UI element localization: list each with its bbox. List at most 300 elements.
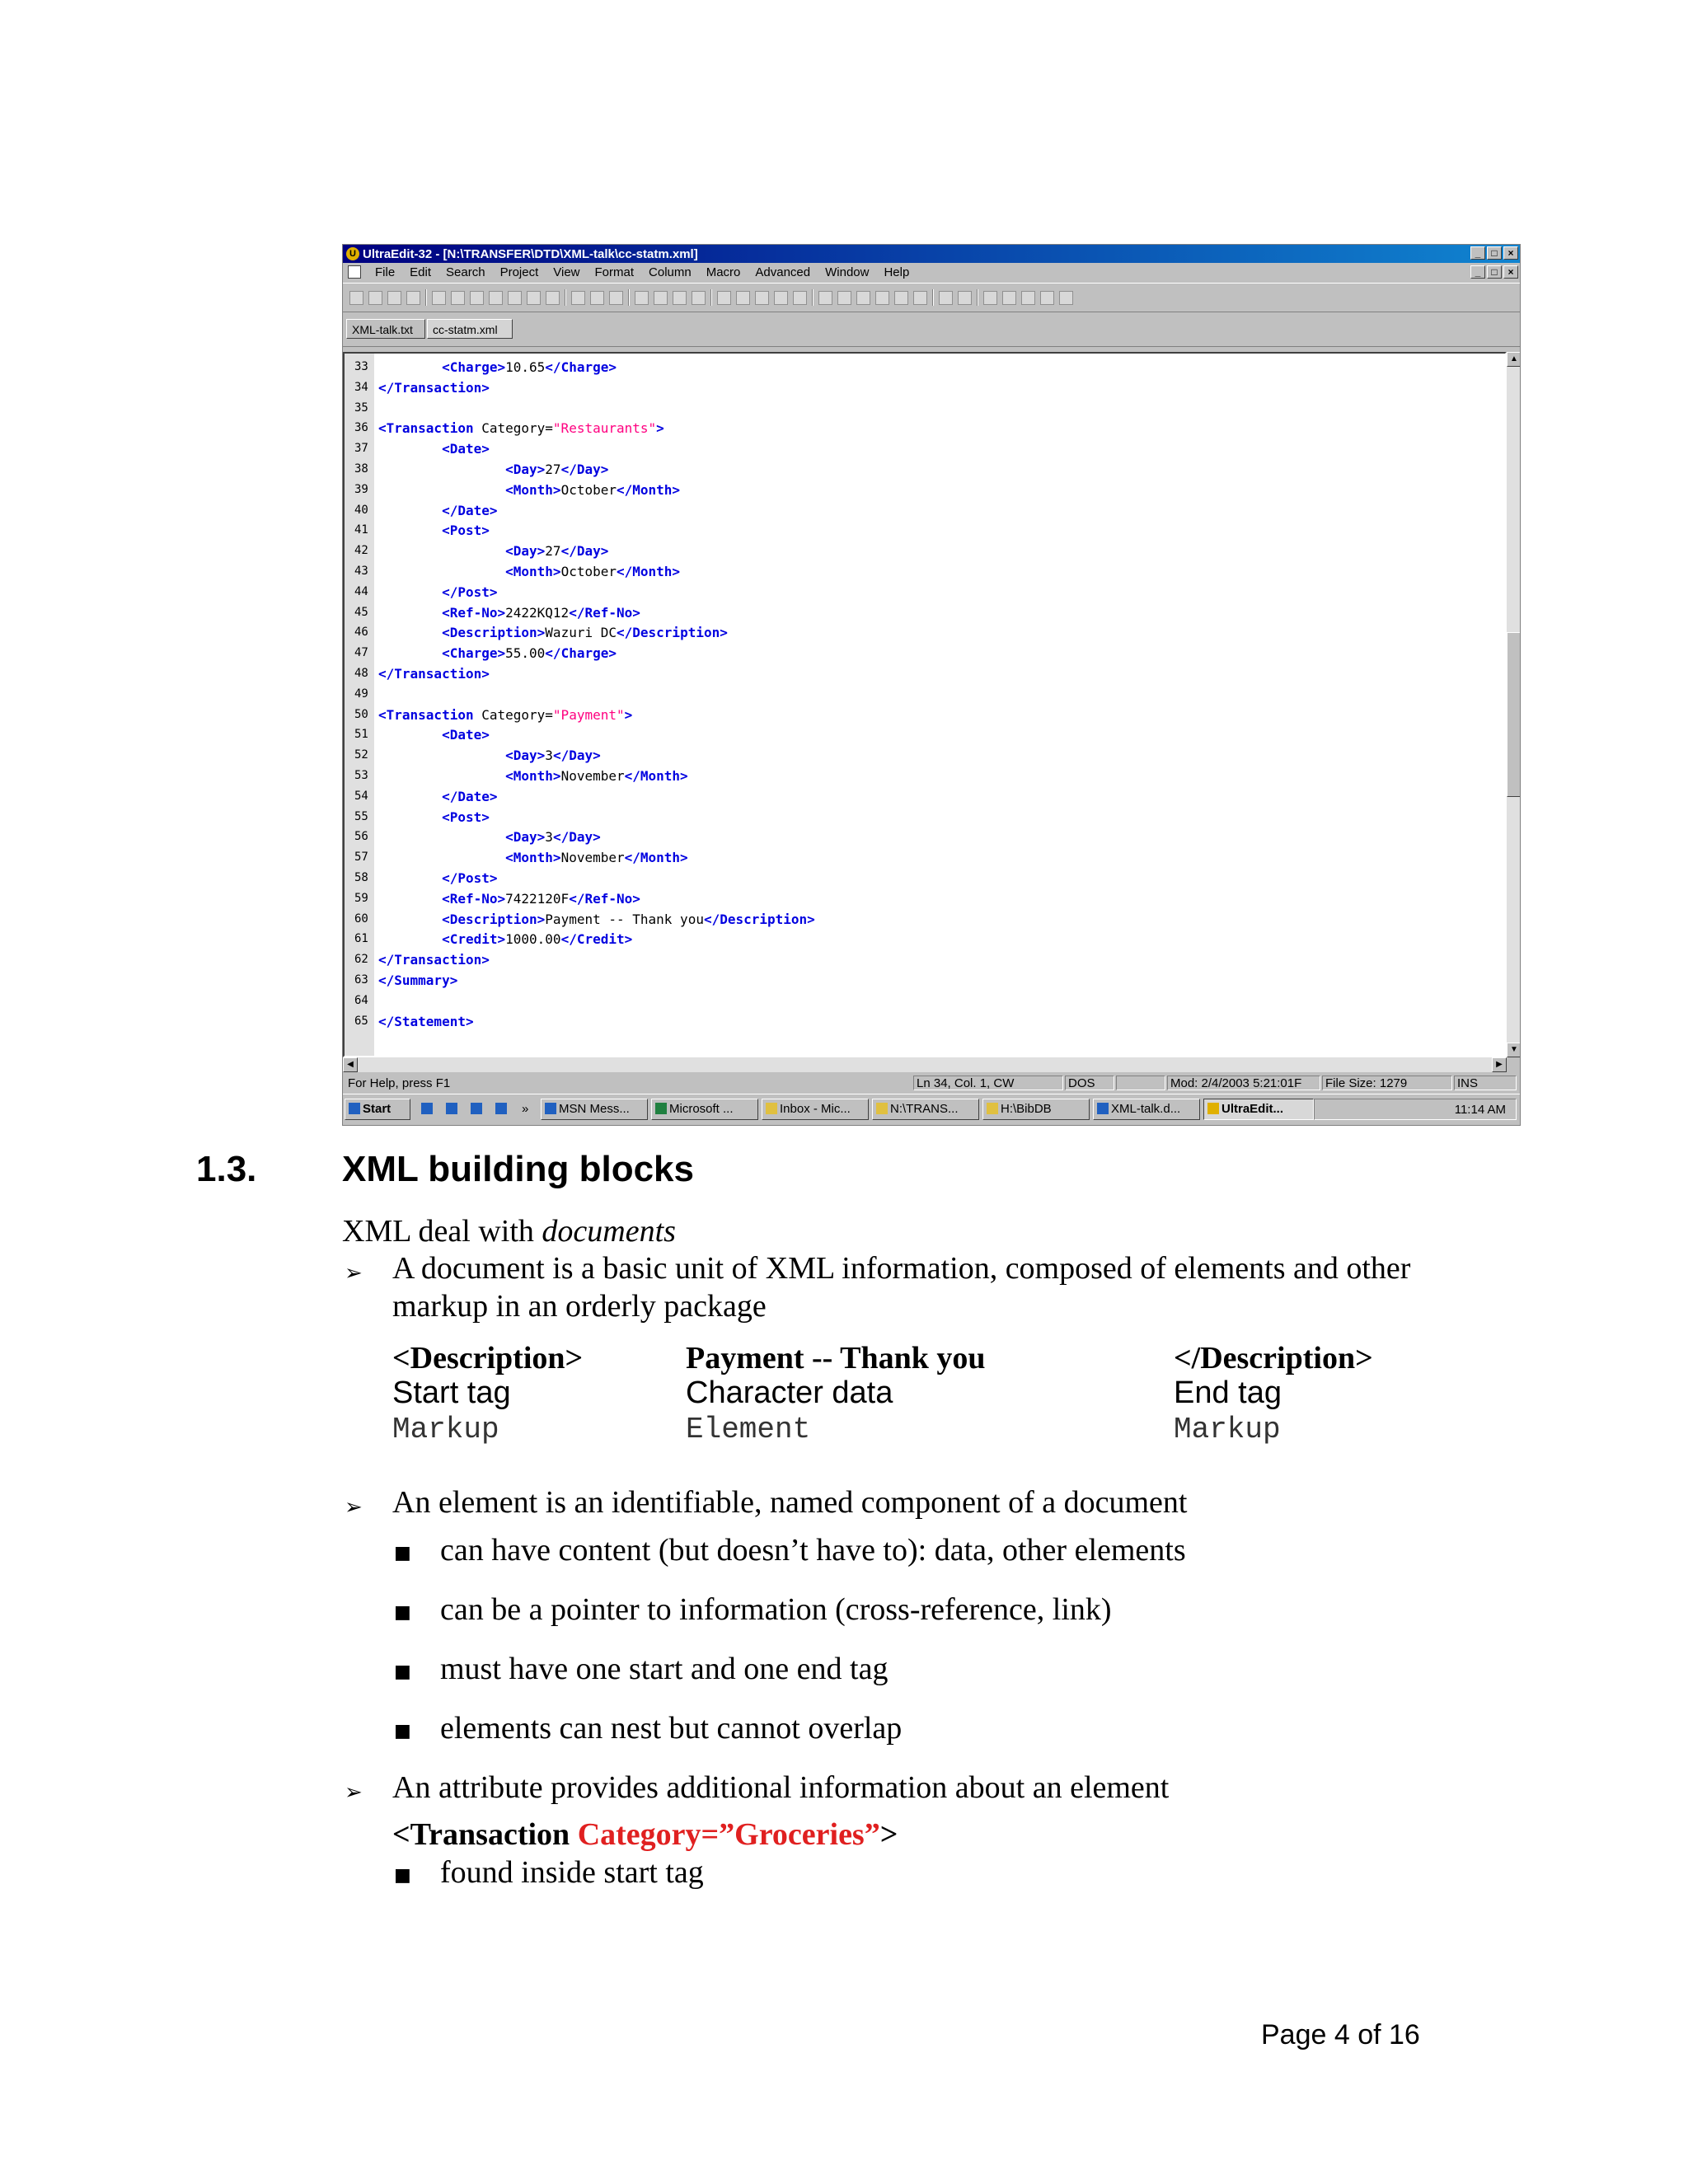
code-text bbox=[378, 602, 640, 623]
xml-attribute-value: "Payment" bbox=[552, 706, 625, 723]
code-text bbox=[378, 418, 664, 438]
section-number: 1.3. bbox=[196, 1149, 257, 1189]
status-mode: INS bbox=[1454, 1076, 1517, 1090]
taskbar-label: MSN Mess... bbox=[559, 1102, 630, 1116]
xml-text bbox=[378, 850, 505, 865]
xml-tag: </Transaction> bbox=[378, 379, 490, 396]
xml-text: November bbox=[560, 850, 625, 866]
close-file-icon[interactable] bbox=[387, 291, 401, 305]
line-number: 60 bbox=[354, 912, 368, 926]
xml-tag: </Description> bbox=[617, 625, 728, 641]
line-number: 59 bbox=[354, 891, 368, 905]
line-number: 56 bbox=[354, 830, 368, 844]
line-number: 62 bbox=[354, 953, 368, 967]
menu-file[interactable]: File bbox=[375, 265, 396, 279]
xml-tag: <Post> bbox=[442, 523, 490, 539]
taskbar-inbox[interactable] bbox=[762, 1099, 869, 1120]
line-number: 45 bbox=[354, 605, 368, 619]
xml-text bbox=[378, 441, 442, 457]
line-number: 52 bbox=[354, 748, 368, 762]
attr-example-open: <Transaction bbox=[392, 1817, 578, 1852]
xml-tag: </Day> bbox=[552, 829, 601, 846]
xml-text: October bbox=[560, 481, 617, 498]
print-preview-icon[interactable] bbox=[451, 291, 465, 305]
code-text bbox=[378, 561, 680, 582]
tool-hammer-icon[interactable] bbox=[983, 291, 997, 305]
outlook-icon bbox=[471, 1103, 482, 1114]
toolbar bbox=[343, 283, 1520, 312]
status-position: Ln 34, Col. 1, CW bbox=[913, 1076, 1063, 1090]
code-text bbox=[378, 888, 640, 909]
section-title: XML building blocks bbox=[342, 1149, 694, 1189]
xml-tag: </Transaction> bbox=[378, 666, 490, 682]
label-markup-left: Markup bbox=[392, 1413, 499, 1446]
code-text bbox=[378, 480, 680, 500]
help-icon[interactable] bbox=[939, 291, 953, 305]
windows-logo-icon bbox=[349, 1103, 360, 1114]
quicklaunch-ie-icon[interactable] bbox=[442, 1099, 467, 1120]
hex-mode-icon[interactable] bbox=[527, 291, 541, 305]
taskbar-xml-talk-doc[interactable] bbox=[1093, 1099, 1200, 1120]
line-number: 37 bbox=[354, 442, 368, 456]
square-bullet-icon: ■ bbox=[394, 1661, 411, 1682]
line-number: 33 bbox=[354, 360, 368, 373]
menu-window[interactable]: Window bbox=[825, 265, 870, 279]
tool-hammer-icon[interactable] bbox=[1021, 291, 1035, 305]
align-left-icon[interactable] bbox=[635, 291, 649, 305]
xml-text: 3 bbox=[545, 748, 553, 764]
tile-horizontal-icon[interactable] bbox=[856, 291, 870, 305]
status-help: For Help, press F1 bbox=[348, 1076, 451, 1090]
code-text bbox=[378, 1011, 474, 1032]
taskbar-n-trans[interactable] bbox=[872, 1099, 979, 1120]
code-text bbox=[378, 643, 617, 663]
toolbar-separator bbox=[565, 289, 566, 306]
tab-xml-talk-txt[interactable]: XML-talk.txt bbox=[346, 319, 425, 339]
find-prev-icon[interactable] bbox=[755, 291, 769, 305]
xml-tag: <Date> bbox=[442, 441, 490, 457]
line-number: 54 bbox=[354, 789, 368, 803]
scroll-up-icon[interactable]: ▲ bbox=[1507, 352, 1521, 367]
line-number: 50 bbox=[354, 707, 368, 721]
xml-tag: <Month> bbox=[505, 564, 561, 579]
xml-tag: <Charge> bbox=[442, 645, 506, 662]
code-text bbox=[378, 827, 601, 847]
context-help-icon[interactable] bbox=[958, 291, 972, 305]
line-number: 57 bbox=[354, 851, 368, 865]
taskbar-ultraedit[interactable] bbox=[1203, 1099, 1314, 1120]
status-file-size: File Size: 1279 bbox=[1322, 1076, 1452, 1090]
ultraedit-icon bbox=[1207, 1103, 1219, 1114]
square-bullet-icon: ■ bbox=[394, 1602, 411, 1623]
line-number: 46 bbox=[354, 626, 368, 640]
doc-minimize-icon[interactable]: _ bbox=[1470, 265, 1485, 279]
xml-tag: </Day> bbox=[560, 462, 609, 477]
xml-tag: <Day> bbox=[505, 829, 546, 846]
open-file-icon[interactable] bbox=[368, 291, 382, 305]
label-end-tag: End tag bbox=[1174, 1376, 1282, 1410]
xml-text: Wazuri DC bbox=[545, 625, 617, 641]
replace-icon[interactable] bbox=[774, 291, 788, 305]
app-icon bbox=[495, 1103, 507, 1114]
xml-tag: <Month> bbox=[505, 850, 561, 866]
justify-icon[interactable] bbox=[692, 291, 706, 305]
scroll-left-icon[interactable]: ◀ bbox=[343, 1057, 358, 1072]
start-label: Start bbox=[363, 1102, 392, 1116]
code-text bbox=[378, 663, 490, 684]
line-number: 51 bbox=[354, 728, 368, 742]
save-icon[interactable] bbox=[406, 291, 420, 305]
taskbar bbox=[343, 1094, 1520, 1125]
bullet-document-line1: A document is a basic unit of XML information, composed of elements and other bbox=[392, 1251, 1411, 1286]
xml-text bbox=[378, 748, 505, 763]
xml-text: Payment -- Thank you bbox=[545, 911, 704, 927]
xml-text bbox=[378, 829, 505, 845]
sub-bullet-nesting: elements can nest but cannot overlap bbox=[440, 1711, 903, 1746]
doc-close-icon[interactable]: × bbox=[1503, 265, 1518, 279]
line-number: 44 bbox=[354, 584, 368, 598]
xml-tag: <Date> bbox=[442, 727, 490, 743]
xml-text bbox=[378, 727, 442, 743]
spell-check-icon[interactable] bbox=[489, 291, 503, 305]
xml-tag: </Date> bbox=[442, 788, 498, 804]
code-text bbox=[378, 622, 728, 643]
line-number: 61 bbox=[354, 932, 368, 946]
toolbar-separator bbox=[628, 289, 630, 306]
inbox-icon bbox=[766, 1103, 777, 1114]
line-number: 58 bbox=[354, 871, 368, 884]
tool-hammer-icon[interactable] bbox=[1040, 291, 1054, 305]
toolbar-separator bbox=[932, 289, 934, 306]
menu-column[interactable]: Column bbox=[649, 265, 692, 279]
bullet-element: An element is an identifiable, named component of a document bbox=[392, 1485, 1188, 1520]
xml-text: 3 bbox=[545, 829, 553, 846]
taskbar-msn-messenger[interactable] bbox=[541, 1099, 648, 1120]
document-icon bbox=[348, 265, 361, 279]
code-text bbox=[378, 909, 815, 930]
ftp-icon[interactable] bbox=[913, 291, 927, 305]
line-number: 35 bbox=[354, 401, 368, 415]
excel-icon bbox=[655, 1103, 667, 1114]
xml-text bbox=[378, 359, 442, 375]
toolbar-separator bbox=[710, 289, 712, 306]
menu-search[interactable]: Search bbox=[446, 265, 485, 279]
example-character-data: Payment -- Thank you bbox=[686, 1341, 986, 1376]
line-number: 49 bbox=[354, 687, 368, 701]
code-text bbox=[378, 868, 498, 888]
line-number: 41 bbox=[354, 523, 368, 537]
xml-tag: <Day> bbox=[505, 462, 546, 477]
quicklaunch-desktop-icon[interactable] bbox=[417, 1099, 442, 1120]
xml-tag: <Month> bbox=[505, 768, 561, 784]
xml-tag: </Description> bbox=[703, 911, 815, 927]
xml-tag: <Transaction bbox=[378, 706, 474, 723]
xml-tag: </Date> bbox=[442, 502, 498, 518]
tile-vertical-icon[interactable] bbox=[875, 291, 889, 305]
xml-text: November bbox=[560, 768, 625, 784]
code-text bbox=[378, 970, 457, 991]
xml-attribute-name: Category= bbox=[473, 706, 553, 723]
bullet-attribute: An attribute provides additional information about an element bbox=[392, 1770, 1170, 1805]
window-controls bbox=[1470, 246, 1518, 260]
sub-bullet-content: can have content (but doesn’t have to): data, other elements bbox=[440, 1533, 1186, 1568]
xml-text: 7422120F bbox=[505, 890, 570, 907]
xml-text bbox=[378, 625, 442, 640]
quicklaunch-overflow[interactable]: » bbox=[522, 1102, 529, 1116]
xml-tag: > bbox=[656, 420, 664, 437]
xml-tag: <Post> bbox=[442, 808, 490, 825]
xml-tag: </Ref-No> bbox=[569, 890, 640, 907]
code-text bbox=[378, 357, 617, 377]
line-number: 63 bbox=[354, 973, 368, 987]
example-end-tag: </Description> bbox=[1174, 1341, 1373, 1376]
toolbar-separator bbox=[812, 289, 814, 306]
xml-text bbox=[378, 543, 505, 559]
menu-help[interactable]: Help bbox=[884, 265, 910, 279]
taskbar-label: H:\BibDB bbox=[1001, 1102, 1052, 1116]
ultraedit-screenshot bbox=[342, 244, 1521, 1126]
taskbar-h-bibdb[interactable] bbox=[982, 1099, 1090, 1120]
square-bullet-icon: ■ bbox=[394, 1865, 411, 1886]
label-start-tag: Start tag bbox=[392, 1376, 511, 1410]
page-number: Page 4 of 16 bbox=[1261, 2019, 1420, 2050]
internet-explorer-icon bbox=[446, 1103, 457, 1114]
desktop-icon bbox=[421, 1103, 433, 1114]
arrow-bullet-icon: ➢ bbox=[345, 1261, 363, 1285]
taskbar-label: Microsoft ... bbox=[669, 1102, 734, 1116]
doc-restore-icon[interactable]: □ bbox=[1487, 265, 1502, 279]
arrow-bullet-icon: ➢ bbox=[345, 1780, 363, 1804]
copy-icon[interactable] bbox=[590, 291, 604, 305]
code-text bbox=[378, 929, 632, 949]
xml-tag: </Credit> bbox=[560, 931, 633, 948]
xml-tag: </Day> bbox=[552, 748, 601, 764]
xml-tag: </Day> bbox=[560, 543, 609, 560]
xml-text bbox=[378, 931, 442, 947]
code-text bbox=[378, 786, 498, 807]
line-numbers-icon[interactable] bbox=[546, 291, 560, 305]
window-title: UltraEdit-32 - [N:\TRANSFER\DTD\XML-talk\cc-statm.xml] bbox=[363, 246, 698, 261]
code-text bbox=[378, 705, 632, 725]
xml-attribute-value: "Restaurants" bbox=[552, 420, 657, 437]
window-list-icon[interactable] bbox=[894, 291, 908, 305]
xml-text bbox=[378, 605, 442, 621]
code-text bbox=[378, 745, 601, 766]
xml-text bbox=[378, 462, 505, 477]
xml-tag: <Ref-No> bbox=[442, 604, 506, 621]
align-center-icon[interactable] bbox=[654, 291, 668, 305]
xml-tag: </Charge> bbox=[545, 359, 617, 375]
minimize-icon[interactable]: _ bbox=[1470, 246, 1485, 260]
xml-tag: </Post> bbox=[442, 870, 498, 886]
xml-tag: </Charge> bbox=[545, 645, 617, 662]
attribute-example bbox=[392, 1816, 898, 1853]
line-number: 64 bbox=[354, 993, 368, 1007]
msn-icon bbox=[545, 1103, 556, 1114]
xml-text: 10.65 bbox=[505, 359, 546, 375]
label-markup-right: Markup bbox=[1174, 1413, 1281, 1446]
xml-text bbox=[378, 584, 442, 600]
taskbar-label: UltraEdit... bbox=[1221, 1102, 1284, 1116]
code-text bbox=[378, 520, 490, 541]
code-text bbox=[378, 847, 688, 868]
xml-attribute-name: Category= bbox=[473, 420, 553, 437]
tile-icon[interactable] bbox=[837, 291, 851, 305]
code-text bbox=[378, 438, 490, 459]
status-format: DOS bbox=[1065, 1076, 1114, 1090]
line-number: 48 bbox=[354, 667, 368, 680]
tab-cc-statm-xml[interactable]: cc-statm.xml bbox=[427, 319, 513, 339]
close-icon[interactable]: × bbox=[1503, 246, 1518, 260]
quicklaunch-app-icon[interactable] bbox=[491, 1099, 516, 1120]
cut-icon[interactable] bbox=[571, 291, 585, 305]
xml-tag: </Summary> bbox=[378, 972, 458, 988]
line-number: 43 bbox=[354, 565, 368, 578]
xml-tag: <Transaction bbox=[378, 420, 474, 437]
word-icon bbox=[1097, 1103, 1109, 1114]
scroll-thumb[interactable] bbox=[1507, 632, 1521, 797]
tool-hammer-icon[interactable] bbox=[1059, 291, 1073, 305]
taskbar-microsoft-excel[interactable] bbox=[651, 1099, 758, 1120]
file-tabs bbox=[343, 314, 1520, 347]
folder-icon bbox=[876, 1103, 888, 1114]
find-next-icon[interactable] bbox=[736, 291, 750, 305]
line-number: 40 bbox=[354, 503, 368, 517]
square-bullet-icon: ■ bbox=[394, 1721, 411, 1741]
taskbar-label: N:\TRANS... bbox=[890, 1102, 959, 1116]
line-number: 34 bbox=[354, 380, 368, 394]
xml-text bbox=[378, 809, 442, 825]
menu-view[interactable]: View bbox=[553, 265, 580, 279]
xml-tag: <Day> bbox=[505, 543, 546, 560]
sub-bullet-tags: must have one start and one end tag bbox=[440, 1652, 889, 1686]
toolbar-separator bbox=[977, 289, 978, 306]
menu-format[interactable]: Format bbox=[594, 265, 635, 279]
xml-text: 27 bbox=[545, 462, 561, 477]
sub-bullet-start-tag: found inside start tag bbox=[440, 1855, 704, 1890]
cascade-icon[interactable] bbox=[818, 291, 832, 305]
title-bar bbox=[343, 245, 1520, 263]
xml-tag: </Transaction> bbox=[378, 952, 490, 968]
menu-advanced[interactable]: Advanced bbox=[755, 265, 811, 279]
label-element: Element bbox=[686, 1413, 811, 1446]
new-file-icon[interactable] bbox=[349, 291, 363, 305]
find-icon[interactable] bbox=[717, 291, 731, 305]
line-number: 55 bbox=[354, 809, 368, 823]
word-wrap-icon[interactable] bbox=[508, 291, 522, 305]
xml-tag: > bbox=[624, 706, 633, 723]
line-number: 39 bbox=[354, 482, 368, 496]
start-button[interactable] bbox=[345, 1099, 410, 1120]
intro-emphasis: documents bbox=[542, 1214, 676, 1249]
label-character-data: Character data bbox=[686, 1376, 893, 1410]
sub-bullet-pointer: can be a pointer to information (cross-reference, link) bbox=[440, 1592, 1112, 1627]
vertical-scrollbar[interactable] bbox=[1507, 352, 1521, 1057]
code-text bbox=[378, 807, 490, 827]
intro-line bbox=[342, 1213, 676, 1249]
xml-text bbox=[378, 789, 442, 804]
status-modified: Mod: 2/4/2003 5:21:01F bbox=[1167, 1076, 1320, 1090]
xml-text bbox=[378, 870, 442, 886]
xml-tag: </Post> bbox=[442, 583, 498, 600]
status-bar bbox=[343, 1074, 1520, 1092]
ultraedit-app-icon: U bbox=[346, 247, 359, 260]
horizontal-scrollbar[interactable] bbox=[343, 1057, 1507, 1072]
line-number: 36 bbox=[354, 421, 368, 435]
code-text bbox=[378, 724, 490, 745]
xml-tag: </Month> bbox=[624, 850, 688, 866]
xml-tag: <Description> bbox=[442, 625, 546, 641]
align-right-icon[interactable] bbox=[673, 291, 687, 305]
xml-text bbox=[378, 482, 505, 498]
xml-tag: </Statement> bbox=[378, 1013, 474, 1029]
xml-text bbox=[378, 645, 442, 661]
scroll-right-icon[interactable]: ▶ bbox=[1492, 1057, 1507, 1072]
scroll-down-icon[interactable]: ▼ bbox=[1507, 1043, 1521, 1057]
xml-text bbox=[378, 912, 442, 927]
xml-text bbox=[378, 768, 505, 784]
paste-icon[interactable] bbox=[609, 291, 623, 305]
menu-project[interactable]: Project bbox=[499, 265, 539, 279]
maximize-icon[interactable]: □ bbox=[1487, 246, 1502, 260]
taskbar-label: Inbox - Mic... bbox=[780, 1102, 851, 1116]
save-all-icon[interactable] bbox=[470, 291, 484, 305]
xml-text bbox=[378, 891, 442, 907]
xml-tag: <Charge> bbox=[442, 359, 506, 375]
menu-macro[interactable]: Macro bbox=[706, 265, 741, 279]
code-text bbox=[378, 541, 608, 561]
bullet-document-line2: markup in an orderly package bbox=[392, 1289, 767, 1324]
xml-text: 2422KQ12 bbox=[505, 604, 570, 621]
xml-tag: </Ref-No> bbox=[569, 604, 640, 621]
code-text bbox=[378, 500, 498, 521]
xml-tag: <Day> bbox=[505, 748, 546, 764]
status-empty bbox=[1116, 1076, 1165, 1090]
xml-tag: <Ref-No> bbox=[442, 890, 506, 907]
folder-icon bbox=[987, 1103, 998, 1114]
arrow-bullet-icon: ➢ bbox=[345, 1495, 363, 1519]
toolbar-separator bbox=[425, 289, 427, 306]
menu-edit[interactable]: Edit bbox=[410, 265, 432, 279]
code-text bbox=[378, 582, 498, 602]
xml-text bbox=[378, 564, 505, 579]
xml-text: 1000.00 bbox=[505, 931, 561, 948]
xml-tag: </Month> bbox=[617, 481, 681, 498]
code-text bbox=[378, 377, 490, 398]
code-editor[interactable] bbox=[343, 352, 1507, 1057]
xml-text: 55.00 bbox=[505, 645, 546, 662]
xml-tag: <Description> bbox=[442, 911, 546, 927]
document-window-controls bbox=[1470, 265, 1518, 279]
tool-hammer-icon[interactable] bbox=[1002, 291, 1016, 305]
attr-example-close: > bbox=[879, 1817, 898, 1852]
xml-text bbox=[378, 503, 442, 518]
quicklaunch-outlook-icon[interactable] bbox=[467, 1099, 491, 1120]
xml-tag: </Month> bbox=[624, 768, 688, 784]
clock: 11:14 AM bbox=[1454, 1103, 1506, 1117]
xml-text bbox=[378, 523, 442, 538]
xml-tag: </Month> bbox=[617, 564, 681, 579]
print-icon[interactable] bbox=[432, 291, 446, 305]
xml-text: 27 bbox=[545, 543, 561, 560]
square-bullet-icon: ■ bbox=[394, 1543, 411, 1563]
line-number: 53 bbox=[354, 769, 368, 782]
code-text bbox=[378, 949, 490, 970]
find-in-files-icon[interactable] bbox=[793, 291, 807, 305]
system-tray bbox=[1314, 1099, 1517, 1120]
xml-text: October bbox=[560, 564, 617, 579]
line-number: 65 bbox=[354, 1014, 368, 1028]
